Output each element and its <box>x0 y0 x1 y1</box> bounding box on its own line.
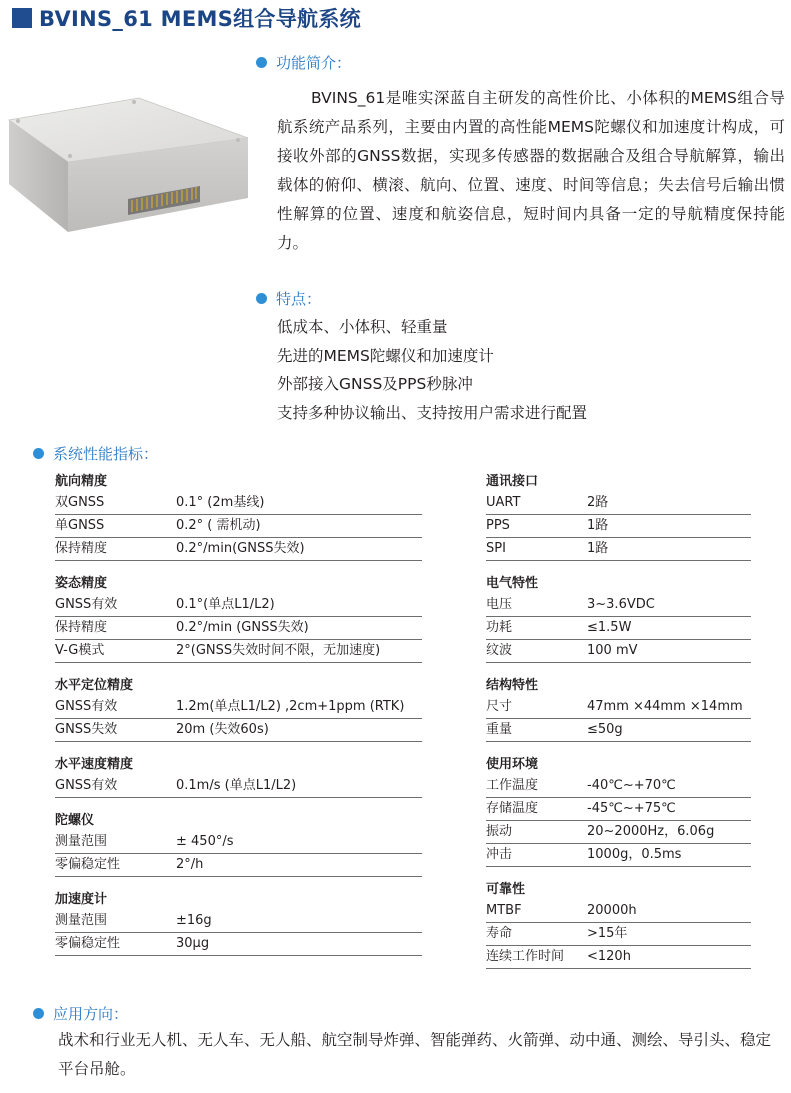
spec-value: >15年 <box>587 926 628 941</box>
feature-item: 先进的MEMS陀螺仪和加速度计 <box>277 346 494 365</box>
spec-value: 2路 <box>587 495 609 510</box>
spec-value: 1路 <box>587 518 609 533</box>
spec-key: V-G模式 <box>55 643 105 658</box>
spec-row <box>55 538 422 561</box>
spec-group <box>55 676 422 742</box>
spec-group-title: 使用环境 <box>486 757 539 772</box>
spec-group-title: 陀螺仪 <box>55 813 95 828</box>
spec-row <box>55 831 422 854</box>
spec-group <box>486 880 751 969</box>
spec-row <box>486 515 751 538</box>
spec-value: 2°(GNSS失效时间不限，无加速度) <box>176 643 381 658</box>
spec-value: 1路 <box>587 541 609 556</box>
spec-value: ≤1.5W <box>587 620 632 635</box>
spec-key: GNSS有效 <box>55 778 118 793</box>
spec-value: -40℃~+70℃ <box>587 778 676 793</box>
spec-key: 单GNSS <box>55 518 105 533</box>
bullet-icon <box>33 1008 44 1019</box>
spec-value: ± 450°/s <box>176 834 234 849</box>
spec-group-title: 结构特性 <box>486 678 539 693</box>
page-title: BVINS_61 MEMS组合导航系统 <box>39 7 361 31</box>
intro-heading: 功能简介： <box>276 54 352 72</box>
spec-key: 冲击 <box>486 847 513 862</box>
spec-key: 零偏稳定性 <box>55 857 121 872</box>
spec-value: 0.2°/min(GNSS失效) <box>176 541 305 556</box>
spec-key: UART <box>486 495 521 510</box>
spec-value: 0.1m/s (单点L1/L2) <box>176 778 297 793</box>
spec-value: 47mm ×44mm ×14mm <box>587 699 743 714</box>
applications-heading: 应用方向： <box>53 1005 129 1023</box>
spec-value: 20000h <box>587 903 637 918</box>
spec-row <box>486 798 751 821</box>
spec-row <box>55 854 422 877</box>
spec-value: -45℃~+75℃ <box>587 801 676 816</box>
spec-row <box>55 515 422 538</box>
spec-key: 寿命 <box>486 926 513 941</box>
spec-row <box>55 640 422 663</box>
spec-value: 100 mV <box>587 643 638 658</box>
spec-row <box>486 923 751 946</box>
specs-heading: 系统性能指标： <box>53 445 159 463</box>
spec-value: 20m (失效60s) <box>176 722 269 737</box>
spec-value: 0.1° (2m基线) <box>176 495 265 510</box>
spec-group <box>55 811 422 877</box>
spec-value: 0.1°(单点L1/L2) <box>176 597 275 612</box>
spec-row <box>486 900 751 923</box>
spec-group <box>55 890 422 956</box>
spec-key: 零偏稳定性 <box>55 936 121 951</box>
spec-key: 测量范围 <box>55 834 108 849</box>
spec-row <box>486 821 751 844</box>
bullet-icon <box>256 293 267 304</box>
spec-group-title: 水平速度精度 <box>55 757 134 772</box>
feature-item: 低成本、小体积、轻重量 <box>277 318 448 336</box>
spec-value: 2°/h <box>176 857 204 872</box>
spec-row <box>55 933 422 956</box>
spec-group <box>486 676 751 742</box>
intro-text: BVINS_61是唯实深蓝自主研发的高性价比、小体积的MEMS组合导航系统产品系列，主要由内置的高性能MEMS陀螺仪和加速度计构成，可接收外部的GNSS数据，实现多传感器的数据融合及组合导航解算，输出载体的俯仰、横滚、航向、位置、速度、时间等信息；失去信号后输出惯性解算的位置、速度和航姿信息，短时间内具备一定的导航精度保持能力。 <box>277 89 785 252</box>
spec-key: 纹波 <box>486 643 513 658</box>
spec-row <box>486 719 751 742</box>
spec-key: 保持精度 <box>55 620 108 635</box>
spec-group-title: 姿态精度 <box>55 576 108 591</box>
spec-row <box>486 640 751 663</box>
spec-key: GNSS有效 <box>55 597 118 612</box>
spec-row <box>486 696 751 719</box>
spec-value: 0.2° ( 需机动) <box>176 518 261 533</box>
spec-row <box>55 696 422 719</box>
intro-heading-row <box>256 52 351 73</box>
spec-key: MTBF <box>486 903 522 918</box>
product-image <box>6 96 251 236</box>
spec-key: GNSS有效 <box>55 699 118 714</box>
spec-key: 工作温度 <box>486 778 539 793</box>
spec-key: PPS <box>486 518 510 533</box>
spec-key: 连续工作时间 <box>486 949 565 964</box>
specs-left-column <box>55 472 422 969</box>
features-heading: 特点： <box>276 290 322 308</box>
spec-key: 电压 <box>486 597 513 612</box>
spec-group <box>55 574 422 663</box>
spec-group-title: 通讯接口 <box>486 474 539 489</box>
specs-right-column <box>486 472 751 982</box>
spec-group <box>55 472 422 561</box>
spec-key: 存储温度 <box>486 801 539 816</box>
spec-group <box>486 755 751 867</box>
spec-key: 功耗 <box>486 620 513 635</box>
spec-row <box>486 492 751 515</box>
spec-group-title: 可靠性 <box>486 882 526 897</box>
specs-heading-row <box>33 443 158 464</box>
spec-group-title: 航向精度 <box>55 474 108 489</box>
spec-row <box>486 844 751 867</box>
intro-paragraph <box>277 84 785 258</box>
spec-key: 双GNSS <box>55 495 105 510</box>
spec-value: <120h <box>587 949 631 964</box>
spec-group <box>55 755 422 798</box>
features-list <box>277 313 587 427</box>
spec-value: 1.2m(单点L1/L2) ,2cm+1ppm (RTK) <box>176 699 405 714</box>
spec-value: 20~2000Hz，6.06g <box>587 824 715 839</box>
spec-value: 3~3.6VDC <box>587 597 655 612</box>
spec-group-title: 加速度计 <box>55 892 108 907</box>
spec-row <box>486 594 751 617</box>
feature-item: 支持多种协议输出、支持按用户需求进行配置 <box>277 403 588 422</box>
feature-item: 外部接入GNSS及PPS秒脉冲 <box>277 375 473 393</box>
spec-value: 1000g，0.5ms <box>587 847 682 862</box>
spec-row <box>55 775 422 798</box>
spec-key: 重量 <box>486 722 513 737</box>
spec-row <box>486 775 751 798</box>
spec-row <box>55 492 422 515</box>
spec-key: 测量范围 <box>55 913 108 928</box>
spec-key: SPI <box>486 541 506 556</box>
spec-key: 保持精度 <box>55 541 108 556</box>
spec-group-title: 水平定位精度 <box>55 678 134 693</box>
bullet-icon <box>256 57 267 68</box>
spec-key: 尺寸 <box>486 699 513 714</box>
page-title-bar <box>12 6 361 30</box>
spec-row <box>55 910 422 933</box>
spec-row <box>486 946 751 969</box>
spec-value: 0.2°/min (GNSS失效) <box>176 620 309 635</box>
spec-value: ±16g <box>176 913 212 928</box>
spec-value: ≤50g <box>587 722 623 737</box>
spec-group-title: 电气特性 <box>486 576 539 591</box>
spec-row <box>55 594 422 617</box>
spec-group <box>486 472 751 561</box>
spec-row <box>486 617 751 640</box>
bullet-icon <box>33 448 44 459</box>
spec-key: 振动 <box>486 824 513 839</box>
spec-key: GNSS失效 <box>55 722 118 737</box>
applications-heading-row <box>33 1003 128 1024</box>
spec-value: 30μg <box>176 936 210 951</box>
spec-row <box>486 538 751 561</box>
features-heading-row <box>256 288 321 309</box>
spec-row <box>55 617 422 640</box>
spec-group <box>486 574 751 663</box>
applications-text: 战术和行业无人机、无人车、无人船、航空制导炸弹、智能弹药、火箭弹、动中通、测绘、导引头、稳定平台吊舱。 <box>58 1031 772 1078</box>
title-square-icon <box>12 8 32 28</box>
spec-row <box>55 719 422 742</box>
